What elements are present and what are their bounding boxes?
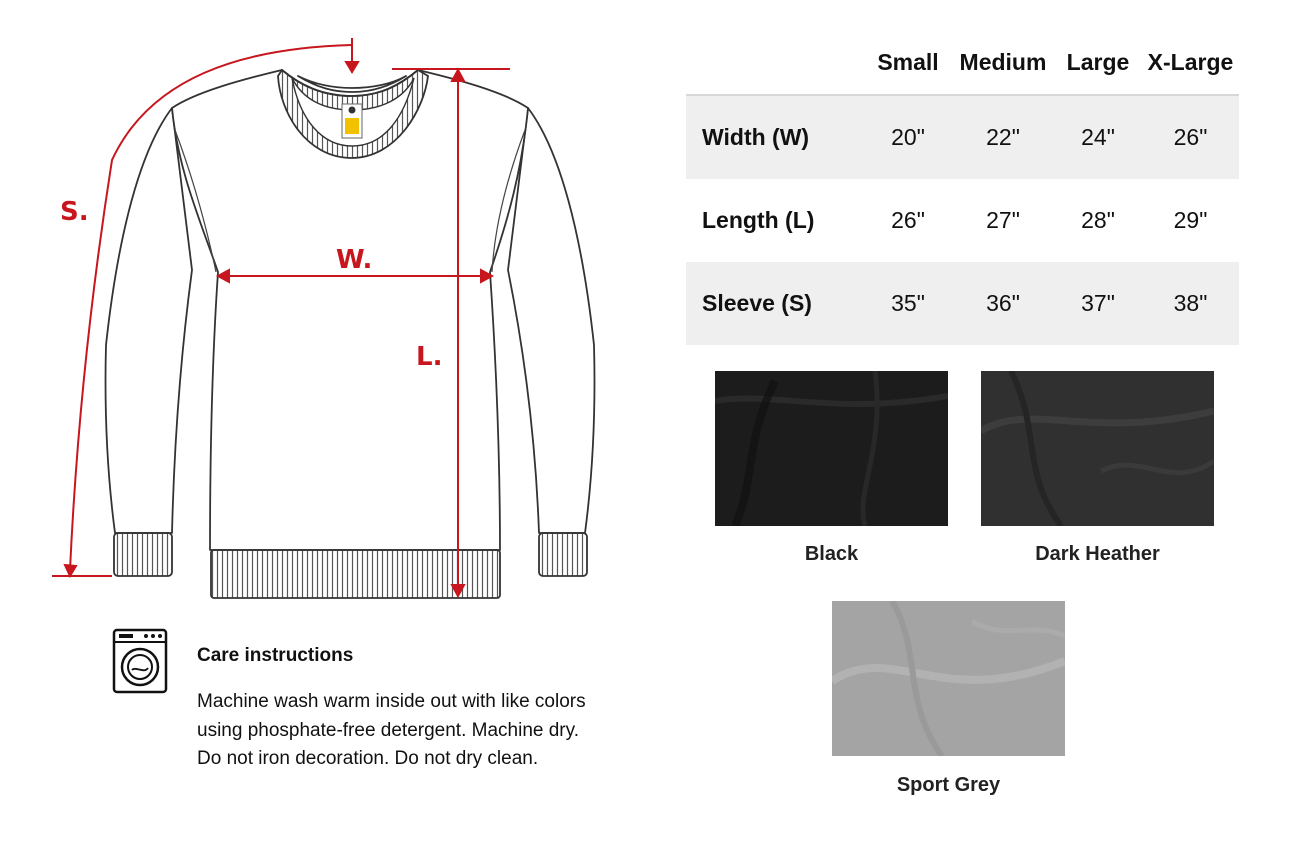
table-cell: 36" xyxy=(952,262,1054,345)
table-cell: 37" xyxy=(1054,262,1142,345)
table-row-length xyxy=(686,179,1239,262)
row-label: Sleeve (S) xyxy=(686,262,864,345)
table-cell: 28" xyxy=(1081,207,1115,233)
sweatshirt-diagram xyxy=(0,0,660,620)
table-cell: 22" xyxy=(952,95,1054,179)
table-cell: 27" xyxy=(986,207,1020,233)
table-cell: 29" xyxy=(1173,207,1208,233)
sleeve-measure-label: S. xyxy=(60,197,89,227)
table-cell: 38" xyxy=(1142,262,1239,345)
table-cell: 26" xyxy=(1142,95,1239,179)
care-instructions-title: Care instructions xyxy=(197,645,354,666)
table-row-width xyxy=(686,95,1239,179)
table-cell: 20" xyxy=(864,95,952,179)
table-cell: 35" xyxy=(864,262,952,345)
table-cell: 24" xyxy=(1054,95,1142,179)
color-swatch-black xyxy=(715,371,948,526)
row-label: Length (L) xyxy=(702,207,815,233)
table-cell: 26" xyxy=(891,207,925,233)
length-measure-label: L. xyxy=(416,342,443,372)
size-header: Large xyxy=(1054,30,1142,95)
size-header: Medium xyxy=(952,30,1054,95)
right-cuff xyxy=(539,533,587,576)
neck-label-icon xyxy=(342,104,362,138)
row-label: Width (W) xyxy=(686,95,864,179)
header-corner xyxy=(686,30,864,95)
color-label: Black xyxy=(804,543,859,565)
color-swatch-sport-grey xyxy=(832,601,1065,756)
color-label: Sport Grey xyxy=(896,774,1001,796)
size-header: Small xyxy=(864,30,952,95)
size-header: X-Large xyxy=(1142,30,1239,95)
table-row-sleeve xyxy=(686,262,1239,345)
left-cuff xyxy=(114,533,172,576)
width-measure-label: W. xyxy=(336,245,373,275)
color-label: Dark Heather xyxy=(1035,543,1160,565)
size-chart-table xyxy=(686,30,1239,345)
color-swatch-dark-heather xyxy=(981,371,1214,526)
washing-machine-icon xyxy=(112,628,168,694)
size-header-row xyxy=(686,30,1239,95)
care-instructions-text: Machine wash warm inside out with like colors using phosphate-free detergent. Machine dry. Do not iron decoration. Do not dry clean. xyxy=(197,691,586,769)
